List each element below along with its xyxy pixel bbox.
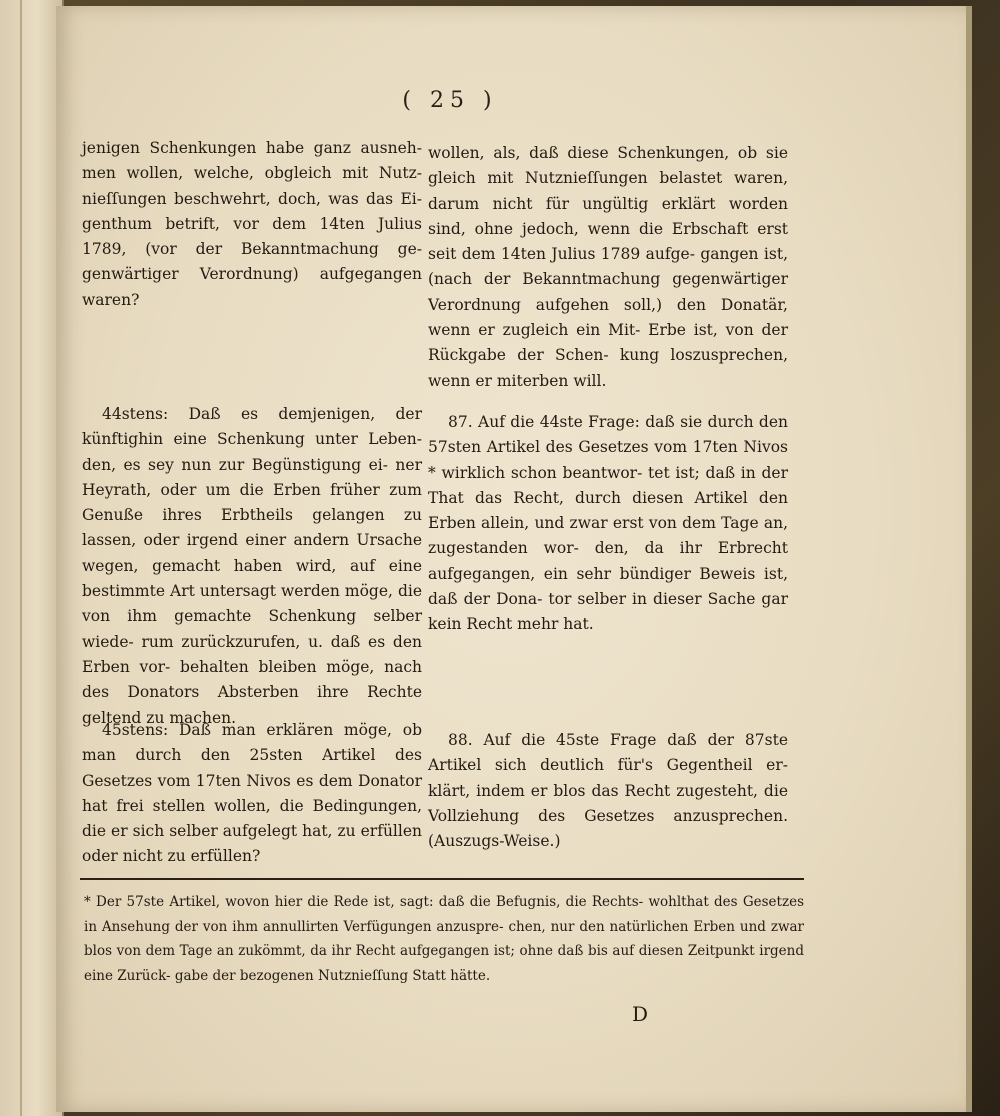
answer-87-text: 87. Auf die 44ste Frage: daß sie durch den 57sten Artikel des Gesetzes vom 17ten Nivos * wirklich schon beantwor- tet ist; daß in der That das Recht, durch diesen Artikel den Erben allein, und zwar erst von dem Tage an, zugestanden wor- den, da ihr Erbrecht aufgegangen, ein sehr bündiger Beweis ist, daß der Dona- tor selber in dieser Sache gar kein Recht mehr hat. <box>428 413 788 634</box>
question-45 <box>82 718 422 870</box>
question-44 <box>82 402 422 731</box>
footnote: * Der 57ste Artikel, wovon hier die Rede ist, sagt: daß die Befugnis, die Rechts- wohlthat des Gesetzes in Ansehung der von ihm annullirten Verfügungen anzuspre- chen, nur den natürlichen Erben und zwar blos von dem Tage an zukömmt, da ihr Recht aufgegangen ist; ohne daß bis auf diesen Zeitpunkt irgend eine Zurück- gabe der bezogenen Nutznieſſung Statt hätte. <box>84 894 804 984</box>
page-fold-line <box>20 0 22 1116</box>
question-43-continuation <box>82 136 422 313</box>
question-44-text: 44stens: Daß es demjenigen, der künftighin eine Schenkung unter Leben- den, es sey nun zur Begünstigung ei- ner Heyrath, oder um die Erben früher zum Genuße ihres Erbtheils gelangen zu lassen, oder irgend einer andern Ursache wegen, gemacht haben wird, auf eine bestimmte Art untersagt werden möge, die von ihm gemachte Schenkung selber wiede- rum zurückzurufen, u. daß es den Erben vor- behalten bleiben möge, nach des Donators Absterben ihre Rechte geltend zu machen. <box>82 405 422 727</box>
answer-87 <box>428 410 788 638</box>
answer-86-text: wollen, als, daß diese Schenkungen, ob sie gleich mit Nutznieſſungen belastet waren, darum nicht für ungültig erklärt worden sind, ohne jedoch, wenn die Erbschaft erst seit dem 14ten Julius 1789 aufge- gangen ist, (nach der Bekanntmachung gegenwärtiger Verordnung aufgehen soll,) den Donatär, wenn er zugleich ein Mit- Erbe ist, von der Rückgabe der Schen- kung loszusprechen, wenn er miterben will. <box>428 144 788 390</box>
question-43-text: jenigen Schenkungen habe ganz ausneh- men wollen, welche, obgleich mit Nutz- nieſſungen beschwehrt, doch, was das Ei- genthum betrift, vor dem 14ten Julius 1789, (vor der Bekanntmachung ge- genwärtiger Verordnung) aufgegangen waren? <box>82 139 422 309</box>
page-number: ( 25 ) <box>402 88 498 113</box>
answer-86-continuation <box>428 141 788 394</box>
left-page-edge <box>0 0 64 1116</box>
question-45-text: 45stens: Daß man erklären möge, ob man durch den 25sten Artikel des Gesetzes vom 17ten Nivos es dem Donator hat frei stellen wollen, die Bedingungen, die er sich selber aufgelegt hat, zu erfüllen oder nicht zu erfüllen? <box>82 721 422 866</box>
answer-88 <box>428 728 788 854</box>
answer-88-text: 88. Auf die 45ste Frage daß der 87ste Artikel sich deutlich für's Gegentheil er- klärt, indem er blos das Recht zugesteht, die Vollziehung des Gesetzes anzusprechen. (Auszugs-Weise.) <box>428 731 788 851</box>
signature-mark: D <box>631 1002 649 1026</box>
footnote-rule <box>80 878 804 880</box>
